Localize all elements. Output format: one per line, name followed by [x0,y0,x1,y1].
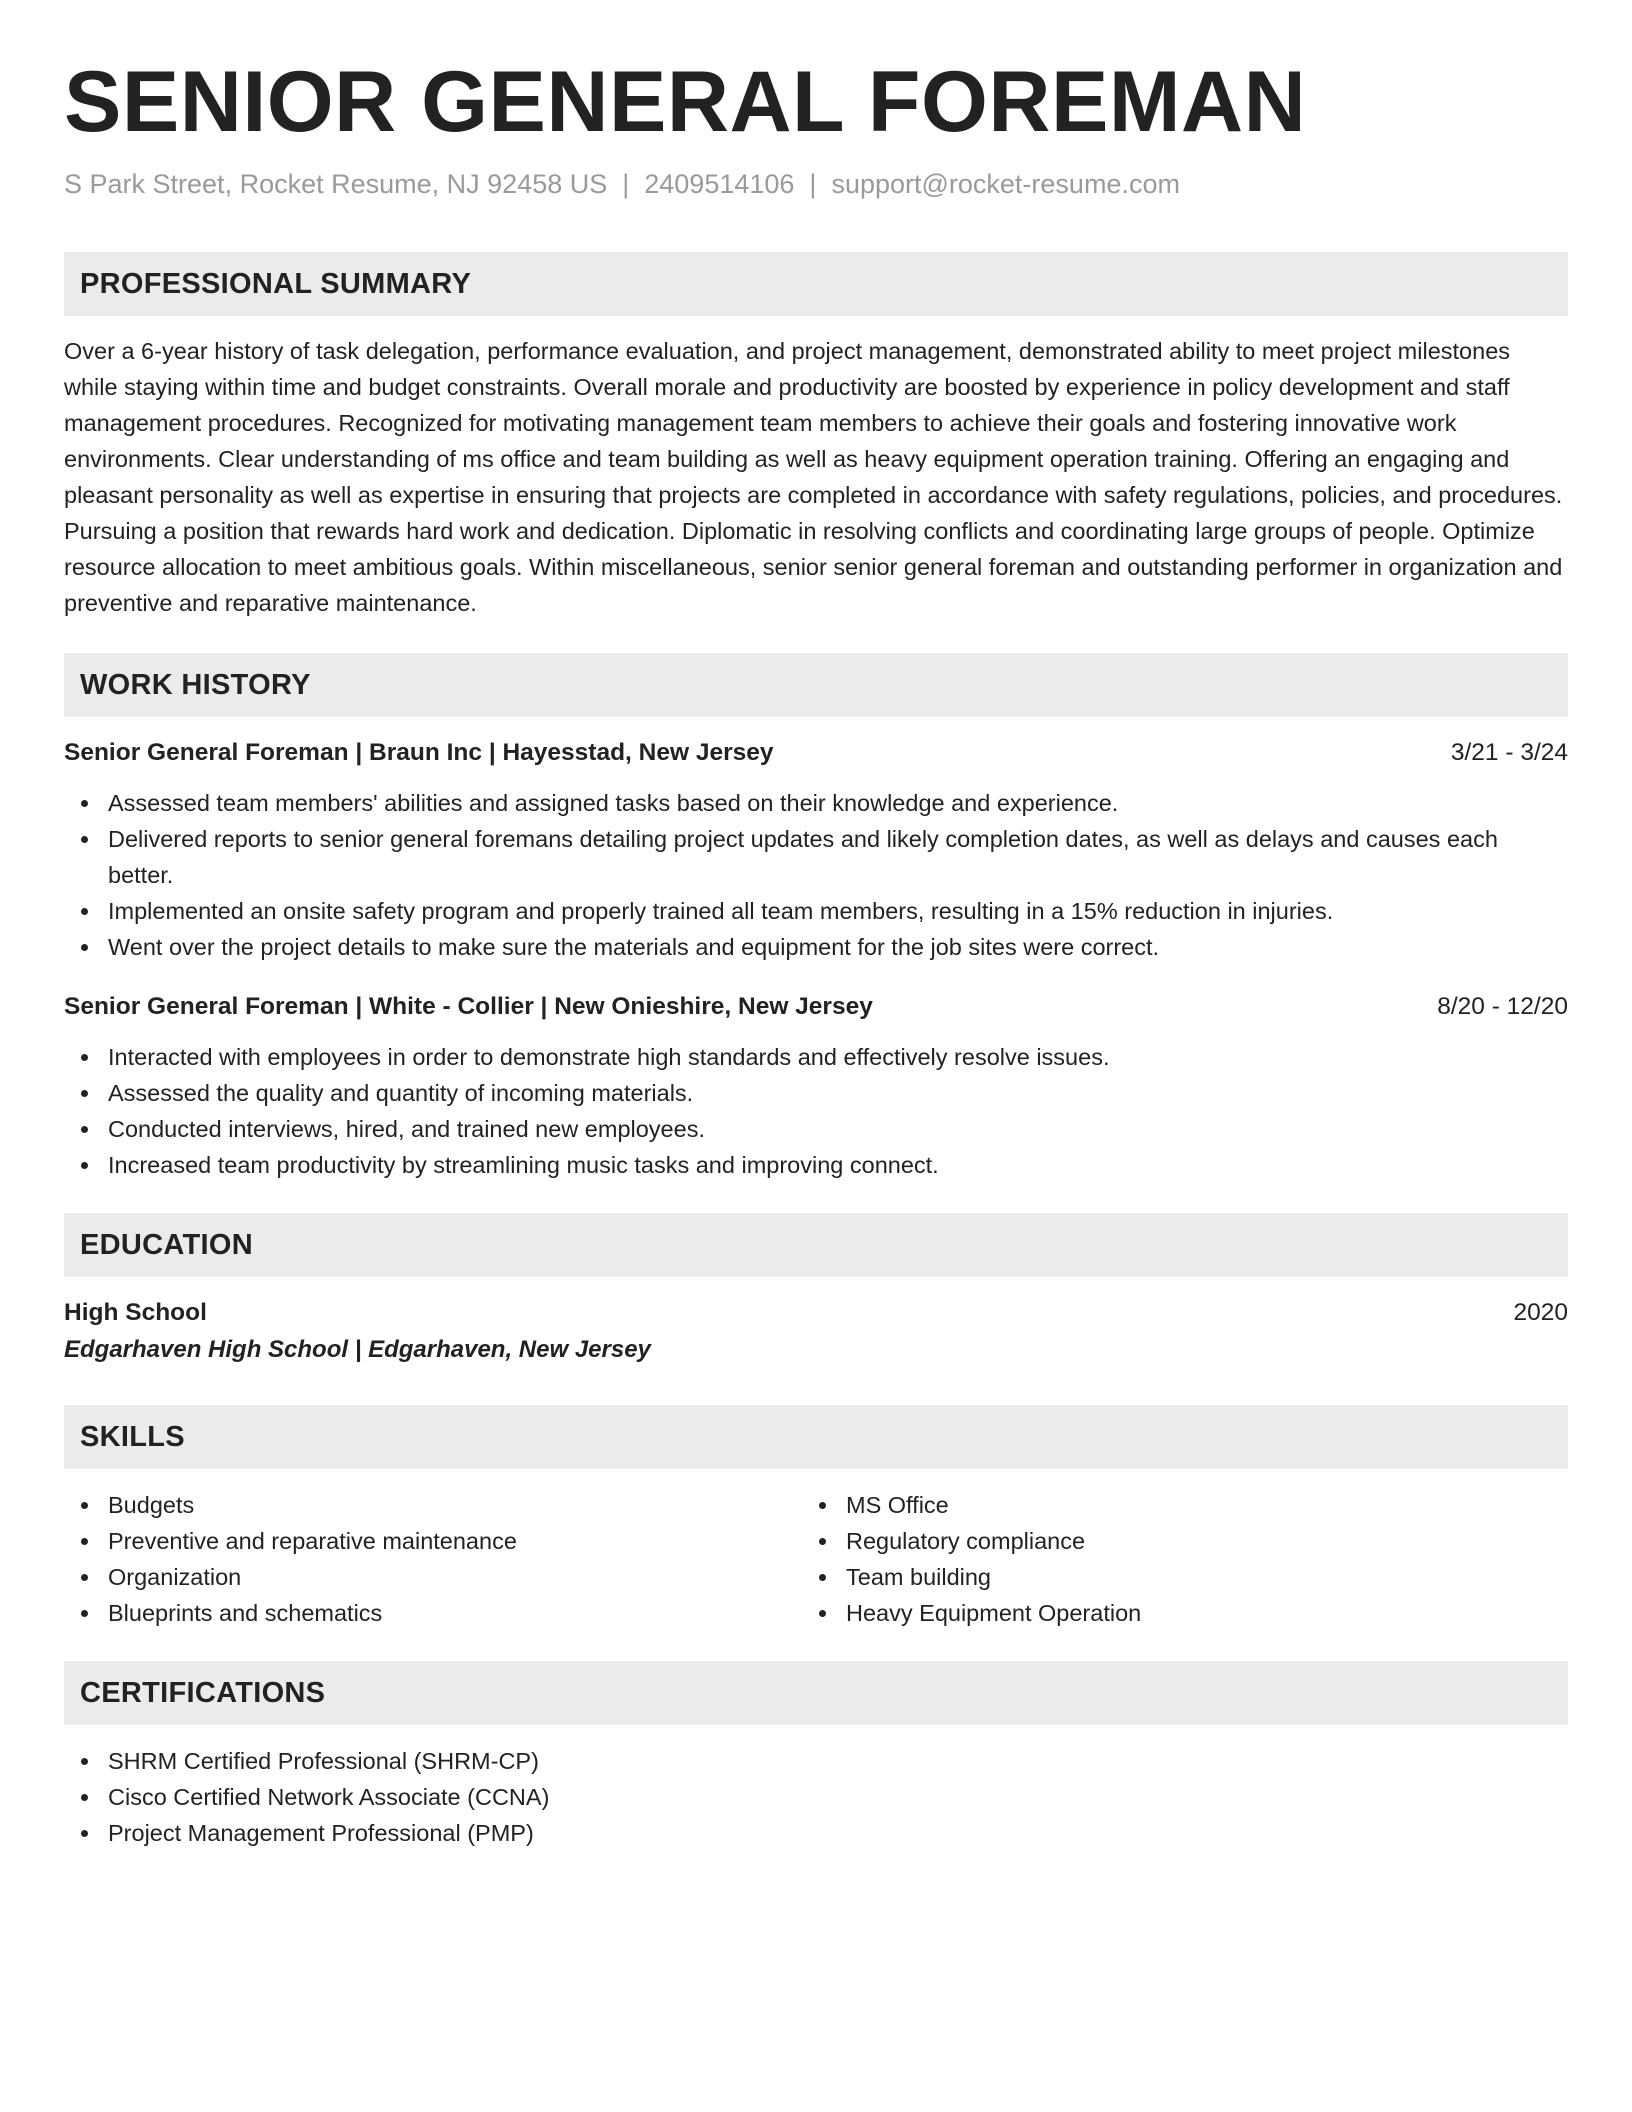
skill-item: Team building [802,1559,1540,1595]
contact-phone: 2409514106 [644,169,795,199]
summary-text: Over a 6-year history of task delegation, performance evaluation, and project management, demonstrated ability to meet project milestones while staying within time and budget constraints. Overall morale and productivity are boosted by experience in policy development and staff management procedures. Recognized for motivating management team members to achieve their goals and fostering innovative work environments. Clear understanding of ms office and team building as well as heavy equipment operation training. Offering an engaging and pleasant personality as well as expertise in ensuring that projects are completed in accordance with safety regulations, policies, and procedures. Pursuing a position that rewards hard work and dedication. Diplomatic in resolving conflicts and coordinating large groups of people. Optimize resource allocation to meet ambitious goals. Within miscellaneous, senior senior general foreman and outstanding performer in organization and preventive and reparative maintenance. [64,338,1563,616]
section-heading-education: EDUCATION [64,1213,1568,1277]
education-entry [64,1295,1568,1331]
skill-item: Heavy Equipment Operation [802,1595,1540,1631]
skill-item: MS Office [802,1487,1540,1523]
job-header [64,735,1568,771]
skills-list-right [802,1487,1540,1631]
section-heading-work-history: WORK HISTORY [64,653,1568,717]
skill-item: Preventive and reparative maintenance [64,1523,802,1559]
job-title: Senior General Foreman | White - Collier | New Onieshire, New Jersey [64,993,873,1020]
job-entry [64,735,1568,965]
skills-list-left [64,1487,802,1631]
education-degree: High School [64,1299,207,1326]
certification-item: Project Management Professional (PMP) [64,1815,1568,1851]
job-bullet-list [64,1039,1568,1183]
skill-item: Blueprints and schematics [64,1595,802,1631]
skill-item: Organization [64,1559,802,1595]
contact-separator: | [809,169,817,199]
job-bullet: Increased team productivity by streamlining music tasks and improving connect. [64,1147,1568,1183]
contact-separator: | [622,169,630,199]
skill-item: Regulatory compliance [802,1523,1540,1559]
job-dates: 3/21 - 3/24 [1450,739,1568,766]
skill-item: Budgets [64,1487,802,1523]
certification-list [64,1743,1568,1851]
job-header [64,989,1568,1025]
contact-email: support@rocket-resume.com [831,169,1180,199]
job-bullet: Assessed team members' abilities and assigned tasks based on their knowledge and experience. [64,785,1568,821]
job-bullet: Conducted interviews, hired, and trained new employees. [64,1111,1568,1147]
skills-columns [64,1487,1568,1631]
certification-item: SHRM Certified Professional (SHRM-CP) [64,1743,1568,1779]
job-bullet-list [64,785,1568,965]
education-year: 2020 [1513,1299,1568,1326]
section-heading-skills: SKILLS [64,1405,1568,1469]
section-heading-certifications: CERTIFICATIONS [64,1661,1568,1725]
contact-address: S Park Street, Rocket Resume, NJ 92458 US [64,169,608,199]
job-bullet: Interacted with employees in order to demonstrate high standards and effectively resolve issues. [64,1039,1568,1075]
job-bullet: Assessed the quality and quantity of incoming materials. [64,1075,1568,1111]
candidate-name: SENIOR GENERAL FOREMAN [64,54,1307,150]
job-bullet: Went over the project details to make sure the materials and equipment for the job sites were correct. [64,929,1568,965]
job-dates: 8/20 - 12/20 [1437,993,1568,1020]
section-heading-summary: PROFESSIONAL SUMMARY [64,252,1568,316]
job-bullet: Implemented an onsite safety program and properly trained all team members, resulting in a 15% reduction in injuries. [64,893,1568,929]
certification-item: Cisco Certified Network Associate (CCNA) [64,1779,1568,1815]
job-entry [64,989,1568,1183]
job-title: Senior General Foreman | Braun Inc | Hayesstad, New Jersey [64,739,774,766]
contact-line [64,166,1568,202]
education-school: Edgarhaven High School | Edgarhaven, New Jersey [64,1336,651,1363]
job-bullet: Delivered reports to senior general foremans detailing project updates and likely completion dates, as well as delays and causes each better. [64,821,1568,893]
